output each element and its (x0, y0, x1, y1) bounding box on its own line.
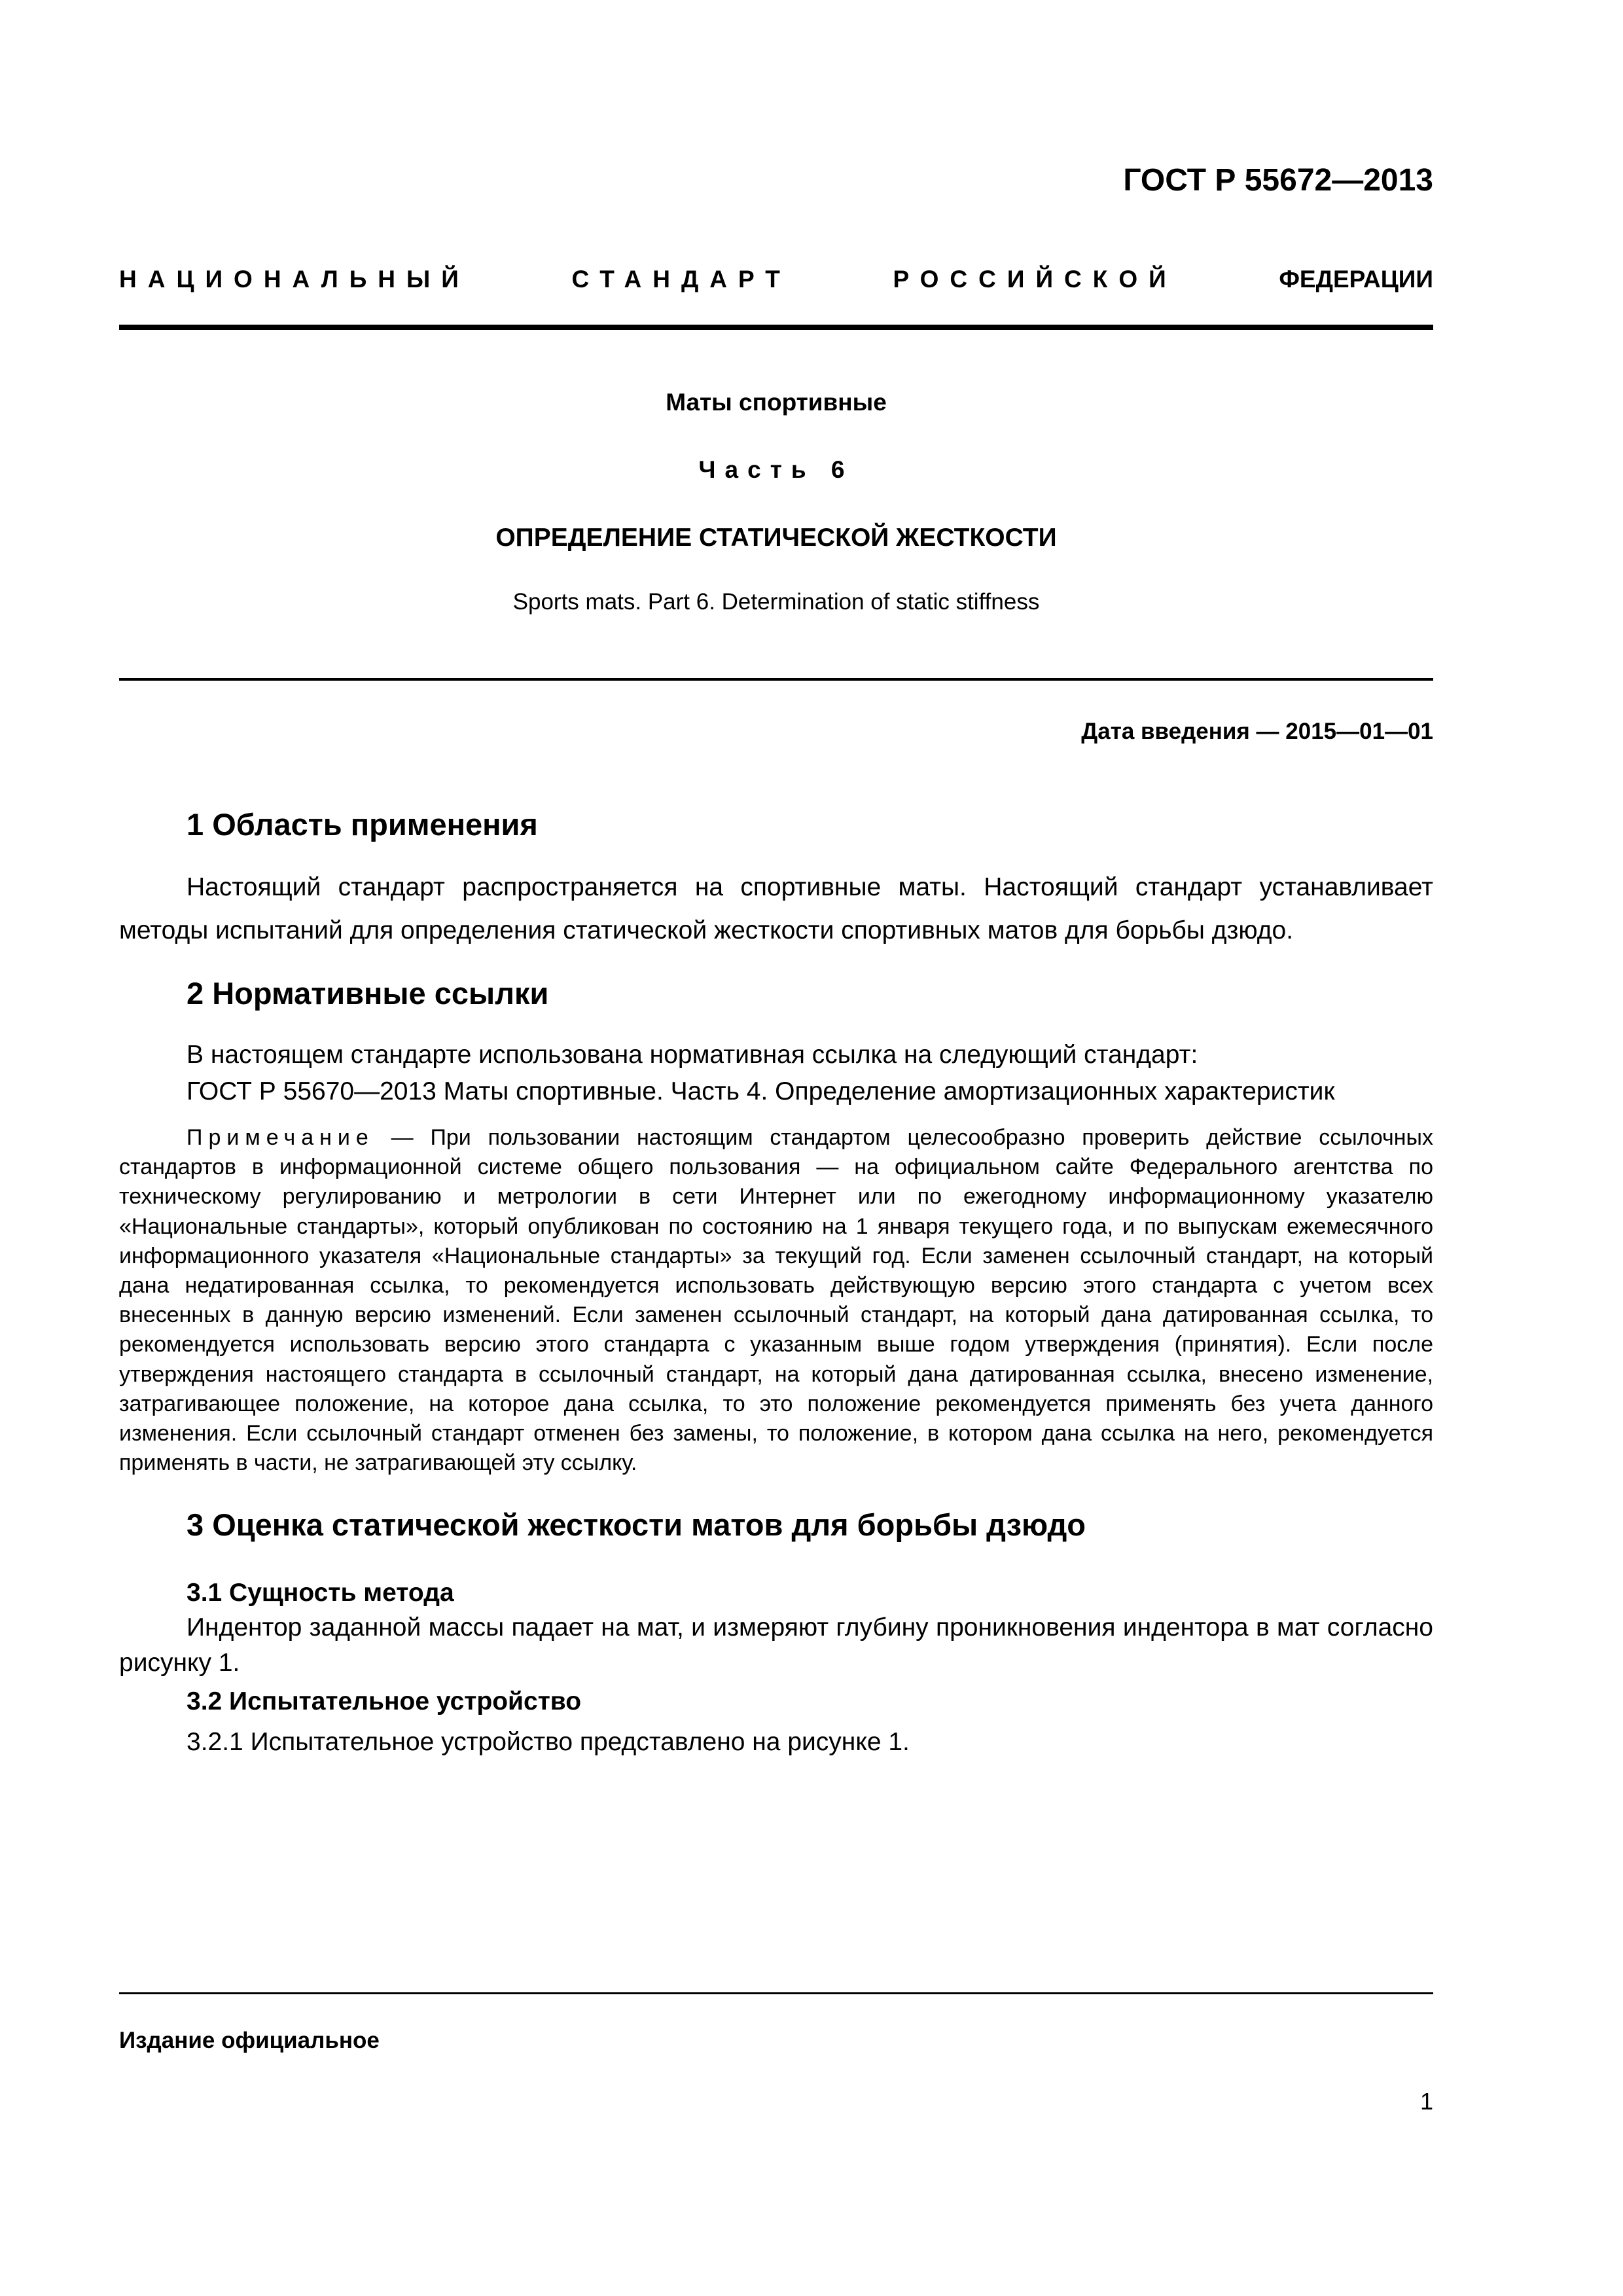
national-title-word-2: СТАНДАРТ (571, 266, 791, 293)
subsection-3-2-1-text: 3.2.1 Испытательное устройство представлено на рисунке 1. (187, 1728, 910, 1756)
section-2-intro-line: В настоящем стандарте использована нормативная ссылка на следующий стандарт: (187, 1041, 1198, 1069)
subsection-3-1-text: Индентор заданной массы падает на мат, и измеряют глубину проникновения индентора в мат согласно рисунку 1. (119, 1613, 1433, 1677)
note-body: — При пользовании настоящим стандартом целесообразно проверить действие ссылочных стандартов в информационной системе общего пользования — на официальном сайте Федерального агентства по техническому регулированию и метрологии в сети Интернет или по ежегодному информационному указателю «Национальные стандарты», который опубликован по состоянию на 1 января текущего года, и по выпускам ежемесячного информационного указателя «Национальные стандарты» за текущий год. Если заменен ссылочный стандарт, на который дана недатированная ссылка, то рекомендуется использовать действующую версию этого стандарта с учетом всех внесенных в данную версию изменений. Если заменен ссылочный стандарт, на который дана датированная ссылка, то рекомендуется использовать версию этого стандарта с указанным выше годом утверждения (принятия). Если после утверждения настоящего стандарта в ссылочный стандарт, на который дана датированная ссылка, внесено изменение, затрагивающее положение, на которое дана ссылка, то это положение рекомендуется применять без учета данного изменения. Если ссылочный стандарт отменен без замены, то положение, в котором дана ссылка на него, рекомендуется применять в части, не затрагивающей эту ссылку. (119, 1125, 1433, 1476)
header-divider (119, 325, 1433, 330)
subsection-3-2-heading: 3.2 Испытательное устройство (187, 1687, 582, 1715)
introduction-date: Дата введения — 2015—01—01 (1081, 719, 1433, 744)
main-title: ОПРЕДЕЛЕНИЕ СТАТИЧЕСКОЙ ЖЕСТКОСТИ (495, 524, 1057, 552)
footer-divider (119, 1992, 1433, 1994)
part-label: Часть 6 (698, 456, 854, 483)
section-2-note (119, 1123, 1433, 1478)
english-title: Sports mats. Part 6. Determination of static stiffness (512, 589, 1040, 615)
section-3-heading: 3 Оценка статической жесткости матов для борьбы дзюдо (187, 1507, 1086, 1542)
section-2-reference-line: ГОСТ Р 55670—2013 Маты спортивные. Часть 4. Определение амортизационных характеристик (187, 1077, 1335, 1105)
subsection-3-1-heading: 3.1 Сущность метода (187, 1579, 454, 1607)
title-divider (119, 678, 1433, 681)
national-title-word-4: ФЕДЕРАЦИИ (1279, 266, 1433, 293)
page-number: 1 (1419, 2088, 1433, 2115)
national-standard-title (119, 266, 1433, 293)
section-1-heading: 1 Область применения (187, 807, 538, 842)
national-title-word-3: РОССИЙСКОЙ (893, 266, 1177, 293)
document-number: ГОСТ Р 55672—2013 (1123, 163, 1433, 198)
note-label: Примечание (187, 1125, 374, 1150)
section-2-heading: 2 Нормативные ссылки (187, 976, 549, 1011)
section-1-text: Настоящий стандарт распространяется на спортивные маты. Настоящий стандарт устанавливает методы испытаний для определения статической жесткости спортивных матов для борьбы дзюдо. (119, 873, 1433, 944)
edition-label: Издание официальное (119, 2028, 380, 2053)
national-title-word-1: НАЦИОНАЛЬНЫЙ (119, 266, 470, 293)
standard-subtitle: Маты спортивные (666, 389, 887, 416)
